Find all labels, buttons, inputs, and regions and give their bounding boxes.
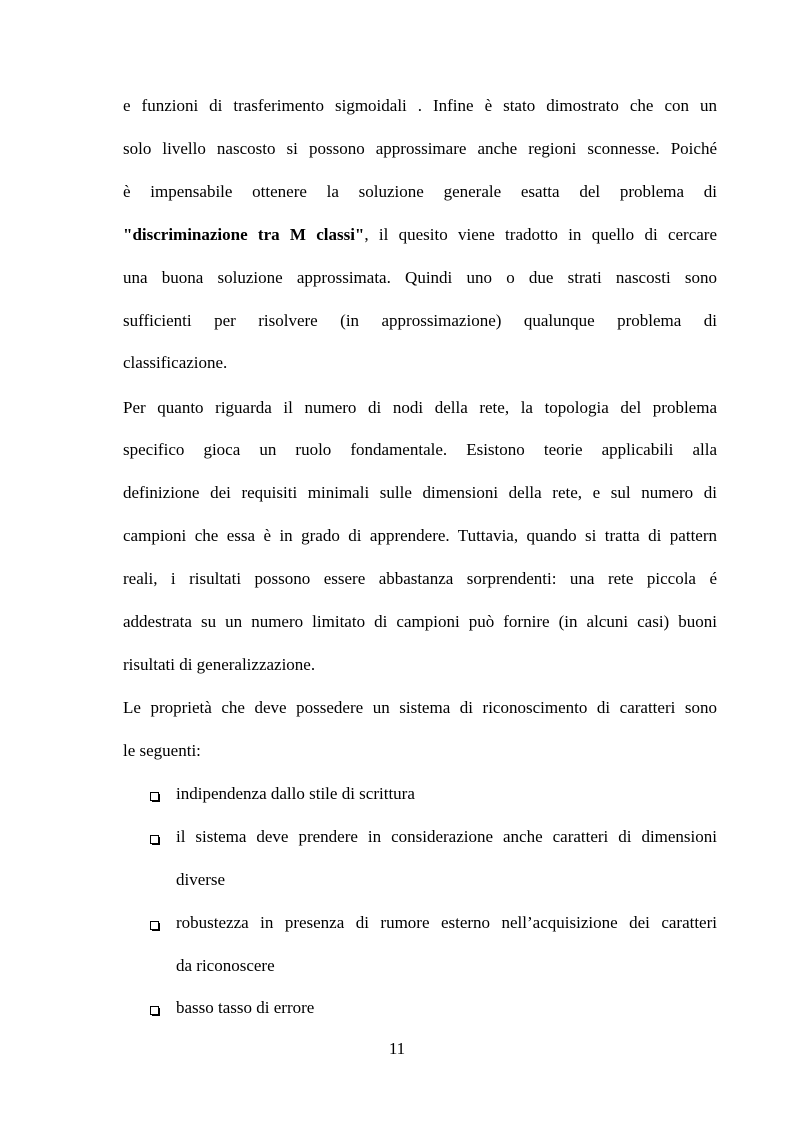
- body-text-line: reali, i risultati possono essere abbastanza sorprendenti: una rete piccola é: [123, 569, 717, 588]
- body-text-line: e funzioni di trasferimento sigmoidali . Infine è stato dimostrato che con un: [123, 96, 717, 115]
- bullet-square-icon: [150, 792, 159, 801]
- body-text-line: specifico gioca un ruolo fondamentale. Esistono teorie applicabili alla: [123, 440, 717, 459]
- bullet-square-icon: [150, 1006, 159, 1015]
- bullet-square-icon: [150, 921, 159, 930]
- list-item: robustezza in presenza di rumore esterno nell’acquisizione dei caratteri: [176, 913, 717, 932]
- body-text-line: Per quanto riguarda il numero di nodi della rete, la topologia del problema: [123, 398, 717, 417]
- body-text-line: risultati di generalizzazione.: [123, 655, 316, 674]
- list-item-continuation: diverse: [176, 870, 226, 889]
- page-number: 11: [388, 1039, 406, 1058]
- list-item: basso tasso di errore: [176, 998, 315, 1017]
- body-text-line: definizione dei requisiti minimali sulle dimensioni della rete, e sul numero di: [123, 483, 717, 502]
- body-text-line: sufficienti per risolvere (in approssimazione) qualunque problema di: [123, 311, 717, 330]
- body-text-line: classificazione.: [123, 353, 228, 372]
- bullet-square-icon: [150, 835, 159, 844]
- body-text-line: è impensabile ottenere la soluzione generale esatta del problema di: [123, 182, 717, 201]
- bold-term: "discriminazione tra M classi": [123, 225, 365, 244]
- body-text-line: campioni che essa è in grado di apprendere. Tuttavia, quando si tratta di pattern: [123, 526, 717, 545]
- body-text-fragment: , il quesito viene tradotto in quello di cercare: [364, 225, 717, 244]
- body-text-line: solo livello nascosto si possono approssimare anche regioni sconnesse. Poiché: [123, 139, 717, 158]
- body-text-line: addestrata su un numero limitato di campioni può fornire (in alcuni casi) buoni: [123, 612, 717, 631]
- body-text-line: [123, 224, 717, 246]
- list-item-continuation: da riconoscere: [176, 956, 275, 975]
- body-text-line: Le proprietà che deve possedere un sistema di riconoscimento di caratteri sono: [123, 698, 717, 717]
- body-text-line: le seguenti:: [123, 741, 201, 760]
- list-item: indipendenza dallo stile di scrittura: [176, 784, 415, 803]
- list-item: il sistema deve prendere in considerazione anche caratteri di dimensioni: [176, 827, 717, 846]
- body-text-line: una buona soluzione approssimata. Quindi uno o due strati nascosti sono: [123, 268, 717, 287]
